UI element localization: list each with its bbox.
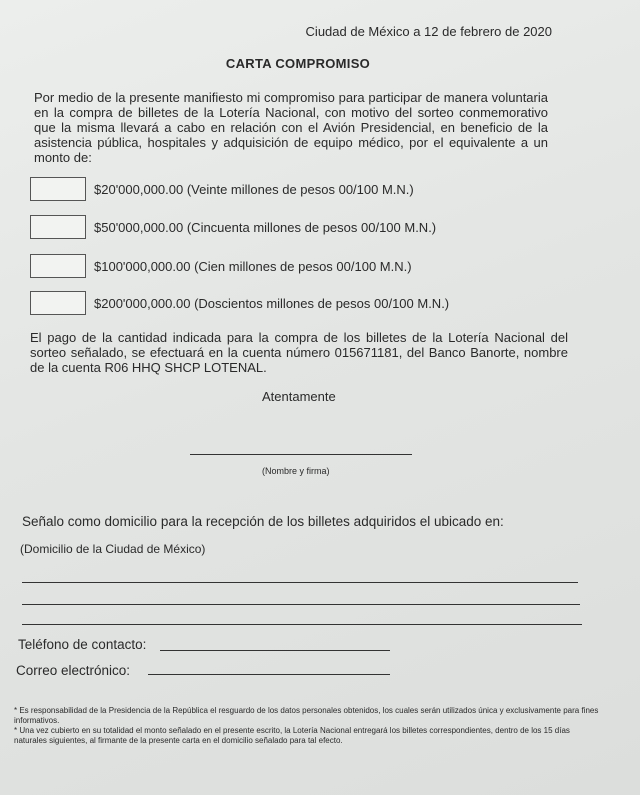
document-title: CARTA COMPROMISO bbox=[225, 56, 371, 71]
footnote-delivery: * Una vez cubierto en su totalidad el monto señalado en el presente escrito, la Lotería Nacional entregará los billetes correspondientes, dentro de los 15 días naturales siguientes, al firmante de la presente carta en el domicilio señalado para tal efecto. bbox=[14, 726, 570, 745]
phone-label: Teléfono de contacto: bbox=[18, 637, 147, 652]
payment-paragraph: El pago de la cantidad indicada para la compra de los billetes de la Lotería Nacional del sorteo señalado, se efectuará en la cuenta número 015671181, del Banco Banorte, nombre de la cuenta R06 HHQ SHCP LOTENAL. bbox=[30, 330, 568, 375]
address-sublabel: (Domicilio de la Ciudad de México) bbox=[20, 542, 206, 556]
amount-option-20m[interactable] bbox=[30, 176, 414, 202]
amount-checkbox[interactable] bbox=[30, 254, 86, 278]
amount-option-label: $50'000,000.00 (Cincuenta millones de pesos 00/100 M.N.) bbox=[94, 219, 437, 235]
amount-checkbox[interactable] bbox=[30, 291, 86, 315]
intro-paragraph: Por medio de la presente manifiesto mi compromiso para participar de manera voluntaria en la compra de billetes de la Lotería Nacional, con motivo del sorteo conmemorativo que la misma llevará a cabo en relación con el Avión Presidencial, en beneficio de la asistencia pública, hospitales y adquisición de equipo médico, por el equivalente a un monto de: bbox=[34, 90, 548, 165]
signature-label: (Nombre y firma) bbox=[262, 466, 330, 476]
address-heading: Señalo como domicilio para la recepción de los billetes adquiridos el ubicado en: bbox=[22, 514, 504, 529]
document-date: Ciudad de México a 12 de febrero de 2020 bbox=[305, 24, 552, 39]
amount-option-200m[interactable] bbox=[30, 290, 449, 316]
amount-option-50m[interactable] bbox=[30, 214, 436, 240]
phone-field-line[interactable] bbox=[160, 650, 390, 651]
email-label: Correo electrónico: bbox=[16, 663, 131, 678]
email-field-line[interactable] bbox=[148, 674, 390, 675]
address-line-1[interactable] bbox=[22, 582, 578, 583]
closing-text: Atentamente bbox=[262, 389, 336, 404]
address-line-3[interactable] bbox=[22, 624, 582, 625]
signature-line[interactable] bbox=[190, 454, 412, 455]
footnotes bbox=[14, 706, 604, 746]
amount-checkbox[interactable] bbox=[30, 215, 86, 239]
amount-option-label: $20'000,000.00 (Veinte millones de pesos 00/100 M.N.) bbox=[94, 181, 414, 197]
amount-option-label: $100'000,000.00 (Cien millones de pesos 00/100 M.N.) bbox=[94, 258, 412, 274]
amount-option-label: $200'000,000.00 (Doscientos millones de pesos 00/100 M.N.) bbox=[94, 295, 450, 311]
footnote-privacy: * Es responsabilidad de la Presidencia de la República el resguardo de los datos personales obtenidos, los cuales serán utilizados única y exclusivamente para fines informativos. bbox=[14, 706, 599, 725]
amount-checkbox[interactable] bbox=[30, 177, 86, 201]
address-line-2[interactable] bbox=[22, 604, 580, 605]
amount-option-100m[interactable] bbox=[30, 253, 412, 279]
